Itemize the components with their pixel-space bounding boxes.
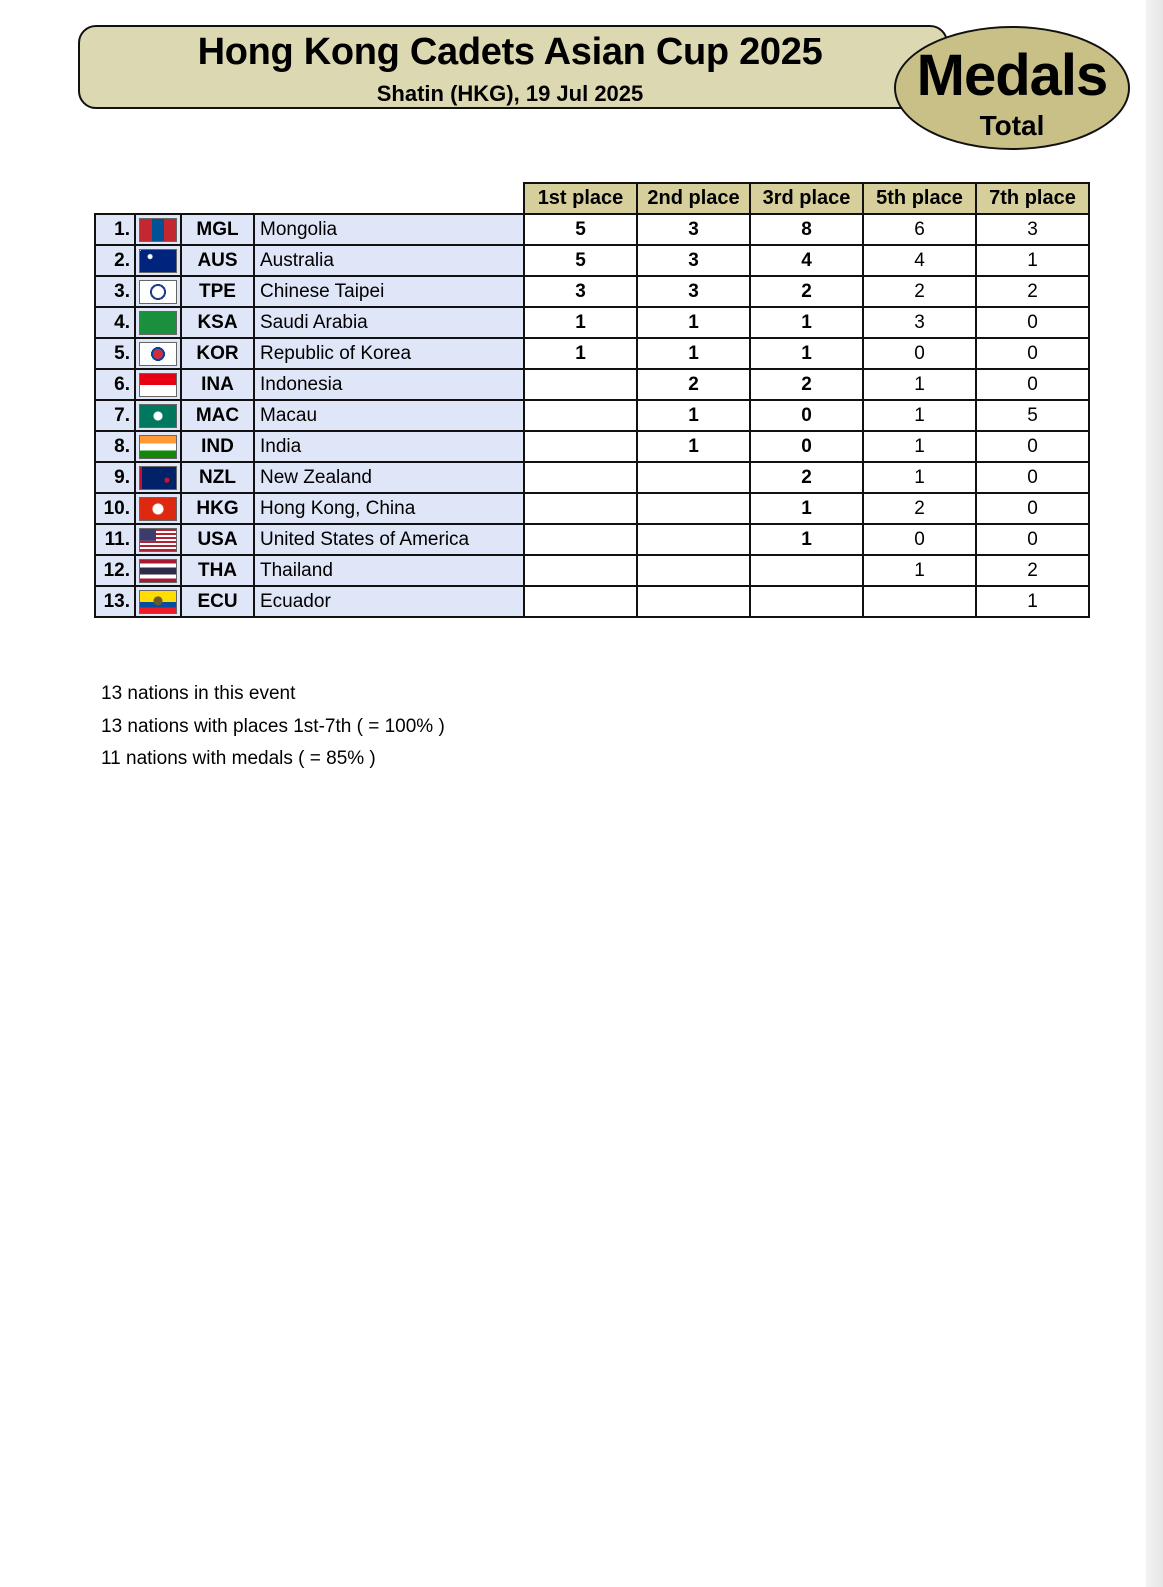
place-7th-cell: 3 bbox=[976, 214, 1089, 245]
table-row bbox=[95, 276, 1089, 307]
country-code-cell: HKG bbox=[181, 493, 254, 524]
place-3rd-cell: 1 bbox=[750, 493, 863, 524]
country-code-cell: INA bbox=[181, 369, 254, 400]
place-3rd-cell: 1 bbox=[750, 307, 863, 338]
place-5th-cell: 2 bbox=[863, 493, 976, 524]
country-code-cell: TPE bbox=[181, 276, 254, 307]
place-5th-cell: 1 bbox=[863, 431, 976, 462]
place-3rd-cell: 2 bbox=[750, 276, 863, 307]
place-2nd-cell: 3 bbox=[637, 276, 750, 307]
rank-cell: 2. bbox=[95, 245, 135, 276]
place-5th-cell: 0 bbox=[863, 524, 976, 555]
place-3rd-cell: 2 bbox=[750, 369, 863, 400]
table-row bbox=[95, 524, 1089, 555]
place-2nd-cell bbox=[637, 524, 750, 555]
place-5th-cell: 3 bbox=[863, 307, 976, 338]
country-code-cell: USA bbox=[181, 524, 254, 555]
table-row bbox=[95, 245, 1089, 276]
rank-cell: 3. bbox=[95, 276, 135, 307]
note-nations-count: 13 nations in this event bbox=[101, 683, 296, 704]
table-row bbox=[95, 462, 1089, 493]
place-3rd-cell bbox=[750, 555, 863, 586]
country-code-cell: ECU bbox=[181, 586, 254, 617]
place-1st-cell: 3 bbox=[524, 276, 637, 307]
place-2nd-cell bbox=[637, 555, 750, 586]
rank-cell: 1. bbox=[95, 214, 135, 245]
place-7th-cell: 0 bbox=[976, 307, 1089, 338]
saudi-arabia-flag-icon bbox=[139, 311, 177, 335]
place-1st-cell: 5 bbox=[524, 245, 637, 276]
flag-cell bbox=[135, 431, 181, 462]
country-name-cell: India bbox=[254, 431, 524, 462]
table-row bbox=[95, 555, 1089, 586]
place-3rd-cell: 0 bbox=[750, 400, 863, 431]
summary-notes bbox=[101, 678, 445, 776]
place-1st-cell bbox=[524, 400, 637, 431]
event-title: Hong Kong Cadets Asian Cup 2025 bbox=[197, 31, 823, 73]
place-3rd-cell: 0 bbox=[750, 431, 863, 462]
usa-flag-icon bbox=[139, 528, 177, 552]
country-name-cell: United States of America bbox=[254, 524, 524, 555]
country-name-cell: Indonesia bbox=[254, 369, 524, 400]
country-name-cell: Thailand bbox=[254, 555, 524, 586]
rank-cell: 5. bbox=[95, 338, 135, 369]
flag-cell bbox=[135, 307, 181, 338]
column-header-7th: 7th place bbox=[976, 183, 1089, 214]
australia-flag-icon bbox=[139, 249, 177, 273]
place-3rd-cell bbox=[750, 586, 863, 617]
event-subtitle: Shatin (HKG), 19 Jul 2025 bbox=[376, 81, 644, 106]
place-7th-cell: 2 bbox=[976, 555, 1089, 586]
place-7th-cell: 1 bbox=[976, 245, 1089, 276]
flag-cell bbox=[135, 462, 181, 493]
place-3rd-cell: 1 bbox=[750, 338, 863, 369]
place-1st-cell bbox=[524, 493, 637, 524]
place-2nd-cell: 1 bbox=[637, 400, 750, 431]
hong-kong-flag-icon bbox=[139, 497, 177, 521]
country-code-cell: NZL bbox=[181, 462, 254, 493]
place-5th-cell: 1 bbox=[863, 555, 976, 586]
medals-total-badge bbox=[894, 26, 1130, 150]
column-header-1st: 1st place bbox=[524, 183, 637, 214]
column-header-2nd: 2nd place bbox=[637, 183, 750, 214]
note-medals-count: 11 nations with medals ( = 85% ) bbox=[101, 748, 376, 769]
new-zealand-flag-icon bbox=[139, 466, 177, 490]
table-header-row bbox=[95, 183, 1089, 214]
place-7th-cell: 5 bbox=[976, 400, 1089, 431]
page-edge bbox=[1146, 0, 1163, 1587]
table-row bbox=[95, 369, 1089, 400]
place-7th-cell: 0 bbox=[976, 369, 1089, 400]
flag-cell bbox=[135, 586, 181, 617]
flag-cell bbox=[135, 369, 181, 400]
place-1st-cell: 1 bbox=[524, 338, 637, 369]
place-2nd-cell bbox=[637, 493, 750, 524]
rank-cell: 11. bbox=[95, 524, 135, 555]
place-7th-cell: 0 bbox=[976, 338, 1089, 369]
place-2nd-cell bbox=[637, 462, 750, 493]
rank-cell: 4. bbox=[95, 307, 135, 338]
flag-cell bbox=[135, 400, 181, 431]
table-row bbox=[95, 338, 1089, 369]
column-header-3rd: 3rd place bbox=[750, 183, 863, 214]
table-row bbox=[95, 307, 1089, 338]
country-name-cell: Chinese Taipei bbox=[254, 276, 524, 307]
place-5th-cell: 1 bbox=[863, 462, 976, 493]
place-5th-cell bbox=[863, 586, 976, 617]
place-2nd-cell bbox=[637, 586, 750, 617]
header-spacer bbox=[95, 183, 524, 214]
place-1st-cell bbox=[524, 431, 637, 462]
place-7th-cell: 0 bbox=[976, 431, 1089, 462]
flag-cell bbox=[135, 276, 181, 307]
country-code-cell: KOR bbox=[181, 338, 254, 369]
place-7th-cell: 0 bbox=[976, 524, 1089, 555]
rank-cell: 10. bbox=[95, 493, 135, 524]
rank-cell: 13. bbox=[95, 586, 135, 617]
chinese-taipei-flag-icon bbox=[139, 280, 177, 304]
rank-cell: 6. bbox=[95, 369, 135, 400]
country-name-cell: Saudi Arabia bbox=[254, 307, 524, 338]
ecuador-flag-icon bbox=[139, 590, 177, 614]
place-5th-cell: 4 bbox=[863, 245, 976, 276]
note-places-count: 13 nations with places 1st-7th ( = 100% ) bbox=[101, 715, 445, 737]
rank-cell: 8. bbox=[95, 431, 135, 462]
country-name-cell: Australia bbox=[254, 245, 524, 276]
country-name-cell: Ecuador bbox=[254, 586, 524, 617]
place-1st-cell: 1 bbox=[524, 307, 637, 338]
place-3rd-cell: 4 bbox=[750, 245, 863, 276]
place-5th-cell: 1 bbox=[863, 369, 976, 400]
place-7th-cell: 2 bbox=[976, 276, 1089, 307]
rank-cell: 9. bbox=[95, 462, 135, 493]
country-name-cell: Republic of Korea bbox=[254, 338, 524, 369]
place-7th-cell: 0 bbox=[976, 462, 1089, 493]
place-2nd-cell: 1 bbox=[637, 338, 750, 369]
table-row bbox=[95, 400, 1089, 431]
place-3rd-cell: 2 bbox=[750, 462, 863, 493]
place-2nd-cell: 3 bbox=[637, 245, 750, 276]
macau-flag-icon bbox=[139, 404, 177, 428]
place-2nd-cell: 1 bbox=[637, 307, 750, 338]
rank-cell: 12. bbox=[95, 555, 135, 586]
place-1st-cell: 5 bbox=[524, 214, 637, 245]
table-row bbox=[95, 586, 1089, 617]
place-2nd-cell: 3 bbox=[637, 214, 750, 245]
place-7th-cell: 0 bbox=[976, 493, 1089, 524]
medal-table bbox=[94, 182, 1090, 618]
place-5th-cell: 6 bbox=[863, 214, 976, 245]
table-row bbox=[95, 214, 1089, 245]
thailand-flag-icon bbox=[139, 559, 177, 583]
place-1st-cell bbox=[524, 462, 637, 493]
mongolia-flag-icon bbox=[139, 218, 177, 242]
place-7th-cell: 1 bbox=[976, 586, 1089, 617]
table-row bbox=[95, 493, 1089, 524]
flag-cell bbox=[135, 338, 181, 369]
flag-cell bbox=[135, 493, 181, 524]
country-code-cell: KSA bbox=[181, 307, 254, 338]
total-label: Total bbox=[979, 110, 1045, 141]
country-code-cell: AUS bbox=[181, 245, 254, 276]
place-2nd-cell: 1 bbox=[637, 431, 750, 462]
country-name-cell: Hong Kong, China bbox=[254, 493, 524, 524]
place-1st-cell bbox=[524, 586, 637, 617]
place-1st-cell bbox=[524, 555, 637, 586]
place-5th-cell: 1 bbox=[863, 400, 976, 431]
flag-cell bbox=[135, 214, 181, 245]
country-code-cell: MGL bbox=[181, 214, 254, 245]
indonesia-flag-icon bbox=[139, 373, 177, 397]
table-row bbox=[95, 431, 1089, 462]
place-3rd-cell: 1 bbox=[750, 524, 863, 555]
country-name-cell: New Zealand bbox=[254, 462, 524, 493]
column-header-5th: 5th place bbox=[863, 183, 976, 214]
place-1st-cell bbox=[524, 524, 637, 555]
rank-cell: 7. bbox=[95, 400, 135, 431]
place-1st-cell bbox=[524, 369, 637, 400]
place-3rd-cell: 8 bbox=[750, 214, 863, 245]
place-5th-cell: 0 bbox=[863, 338, 976, 369]
title-banner bbox=[78, 25, 948, 109]
flag-cell bbox=[135, 555, 181, 586]
flag-cell bbox=[135, 245, 181, 276]
country-code-cell: THA bbox=[181, 555, 254, 586]
korea-flag-icon bbox=[139, 342, 177, 366]
medals-heading: Medals bbox=[916, 43, 1108, 108]
country-name-cell: Macau bbox=[254, 400, 524, 431]
flag-cell bbox=[135, 524, 181, 555]
india-flag-icon bbox=[139, 435, 177, 459]
country-name-cell: Mongolia bbox=[254, 214, 524, 245]
country-code-cell: IND bbox=[181, 431, 254, 462]
country-code-cell: MAC bbox=[181, 400, 254, 431]
place-2nd-cell: 2 bbox=[637, 369, 750, 400]
place-5th-cell: 2 bbox=[863, 276, 976, 307]
